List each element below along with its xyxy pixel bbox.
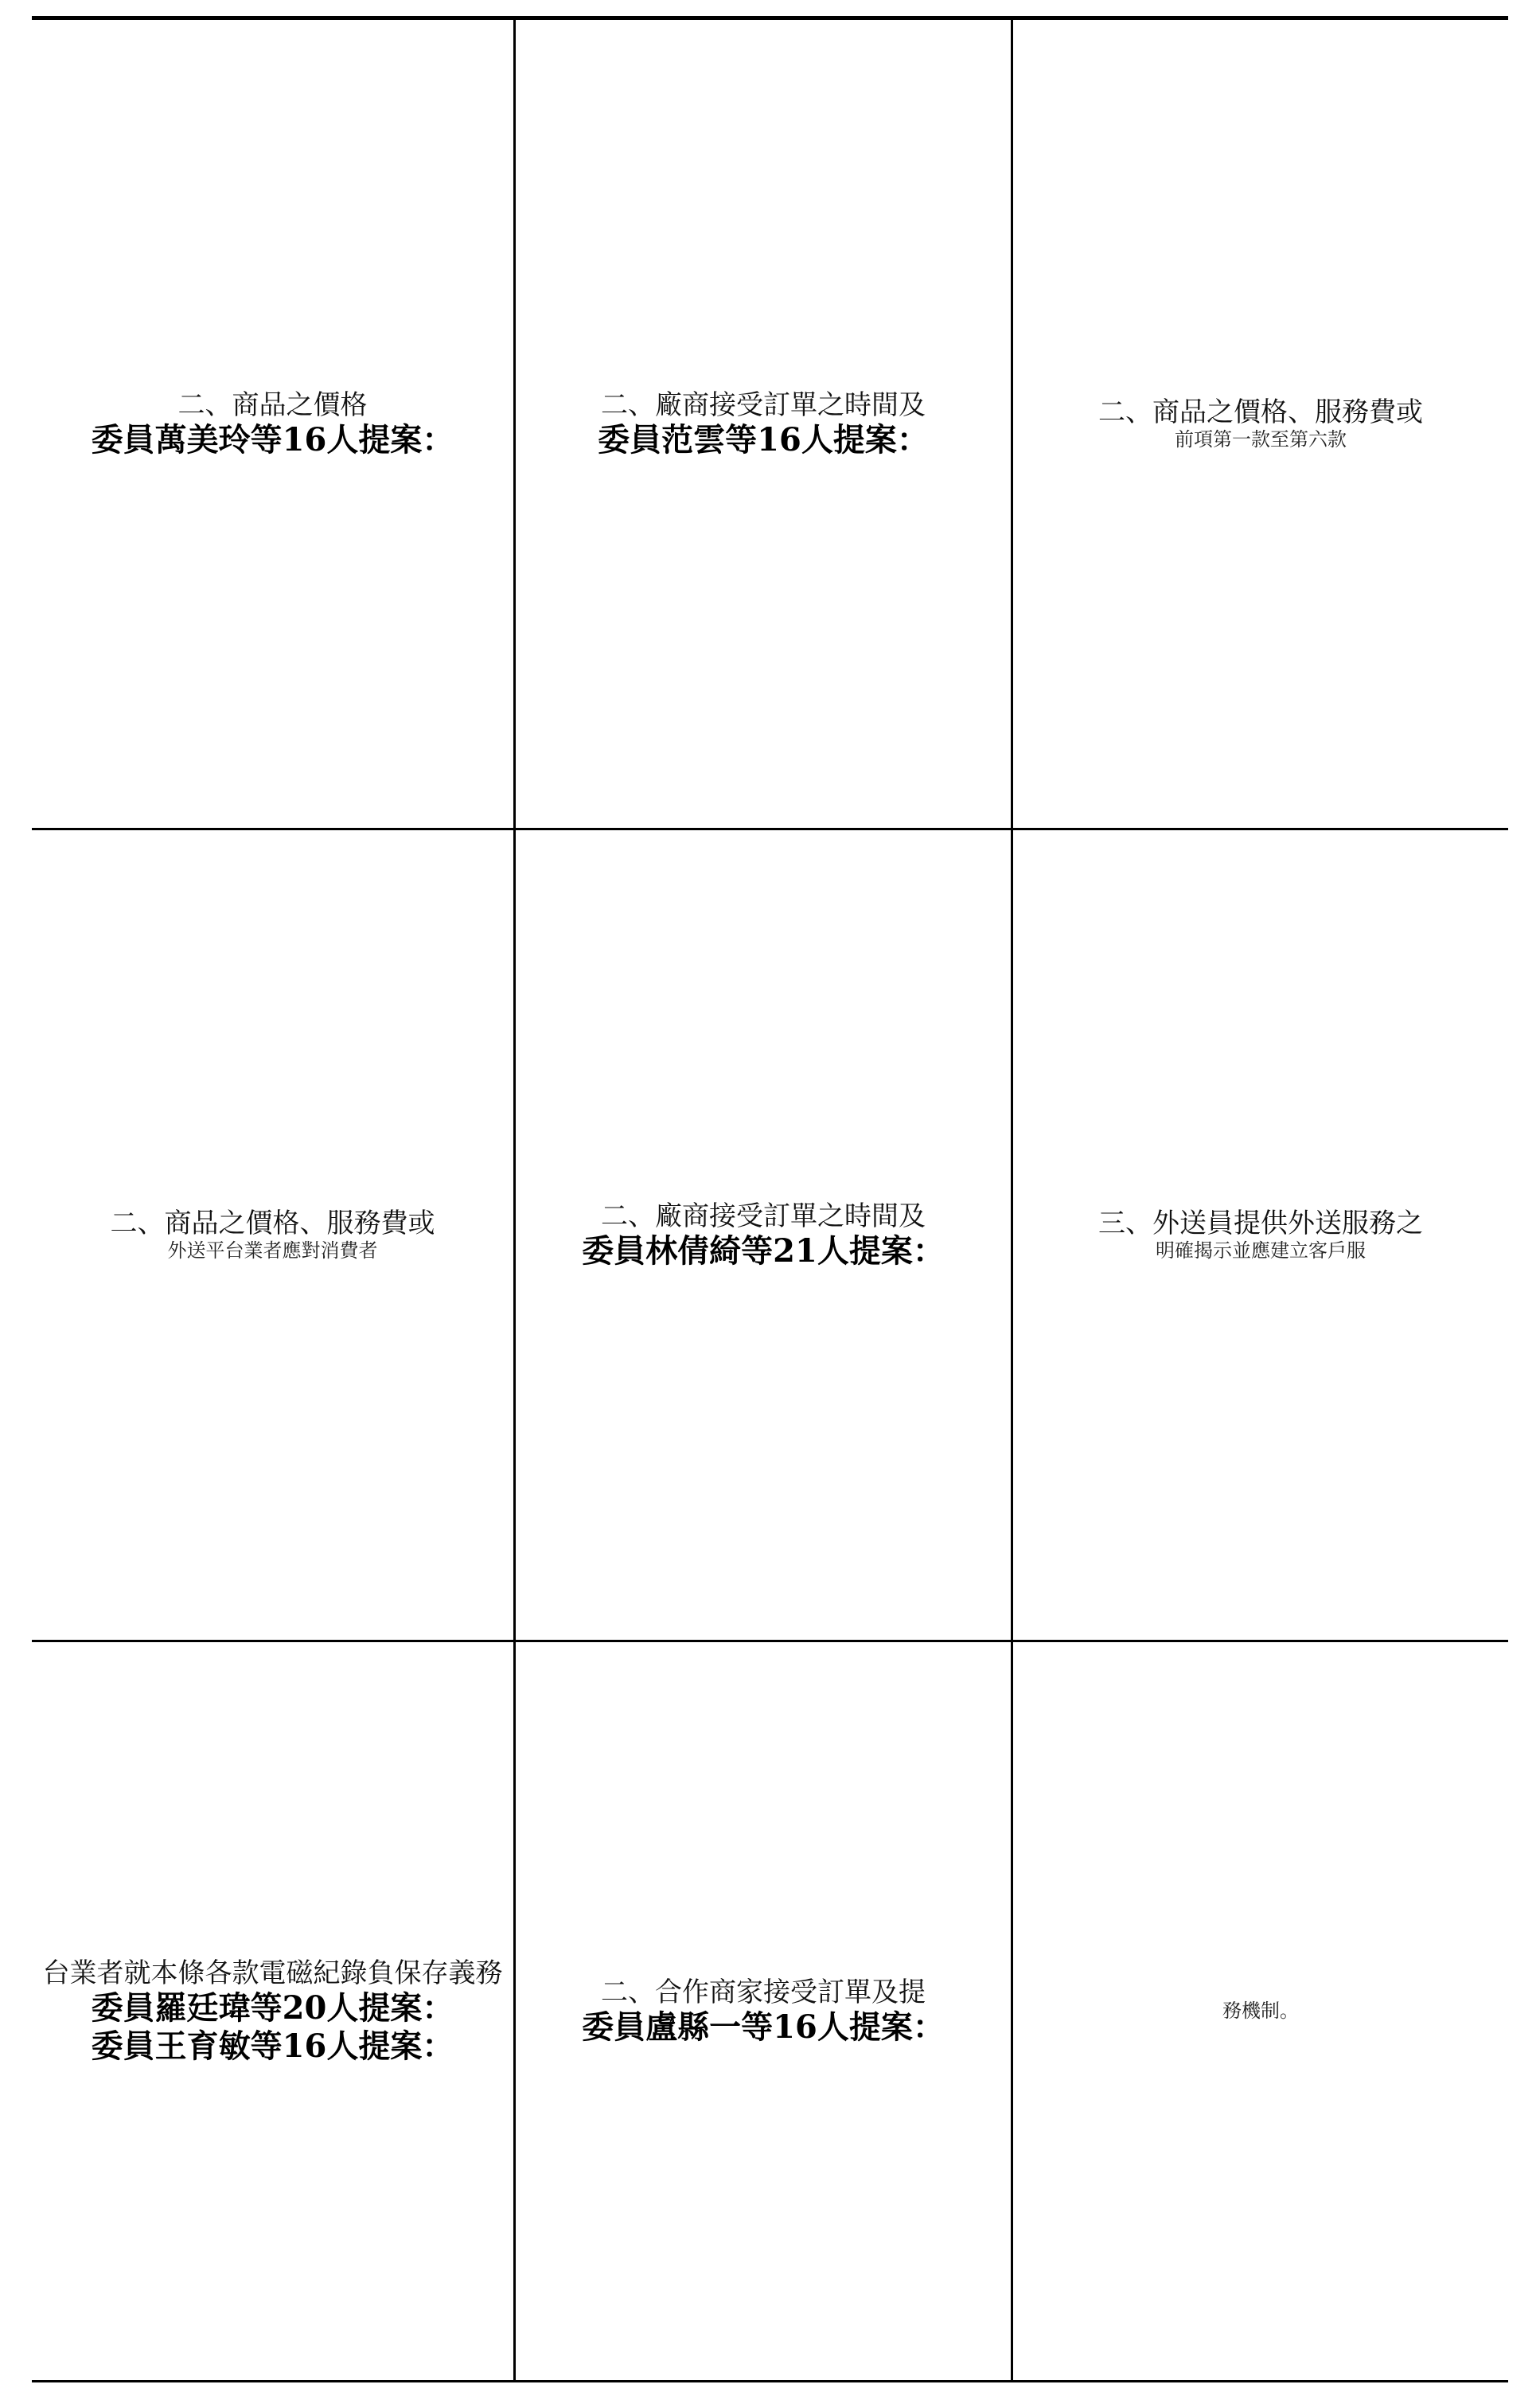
row3-col1-heading: 台業者就本條各款電磁紀錄負保存義務: [42, 1957, 503, 1990]
row1-col1-heading: 二、商品之價格: [177, 388, 368, 421]
proposal-6: 委員王育敏等16人提案：: [91, 2027, 454, 2065]
row2-col3-heading: 三、外送員提供外送服務之: [1098, 1208, 1423, 1240]
proposal-2: 委員范雲等16人提案：: [598, 420, 929, 459]
row1-col3-heading: 二、商品之價格、服務費或: [1098, 396, 1423, 429]
row2-col2-heading: 二、廠商接受訂單之時間及: [601, 1200, 926, 1232]
clause-c: 明確揭示並應建立客戶服: [1156, 1239, 1366, 1262]
row3-col1: [32, 1642, 513, 2380]
row3-col2-heading: 二、合作商家接受訂單及提: [601, 1976, 926, 2008]
row3-col3: [1013, 1642, 1508, 2380]
row2-col1-heading: 二、商品之價格、服務費或: [110, 1208, 435, 1240]
row3-col2: [516, 1642, 1011, 2380]
row2-col1: [32, 830, 513, 1640]
proposal-5: 委員羅廷瑋等20人提案：: [91, 1989, 454, 2027]
row1-col2-heading: 二、廠商接受訂單之時間及: [601, 388, 926, 421]
row2-col3: [1013, 830, 1508, 1640]
proposal-3: 委員林倩綺等21人提案：: [582, 1231, 945, 1270]
row1-col3: [1013, 20, 1508, 828]
row1-col2: [516, 20, 1011, 828]
proposal-1: 委員萬美玲等16人提案：: [91, 420, 454, 459]
clause-b: 外送平台業者應對消費者: [167, 1239, 378, 1262]
row2-col2: [516, 830, 1011, 1640]
clause-a: 前項第一款至第六款: [1175, 428, 1347, 451]
proposal-4: 委員盧縣一等16人提案：: [582, 2008, 945, 2046]
clause-d: 務機制。: [1222, 2000, 1299, 2023]
row1-col1: [32, 20, 513, 828]
